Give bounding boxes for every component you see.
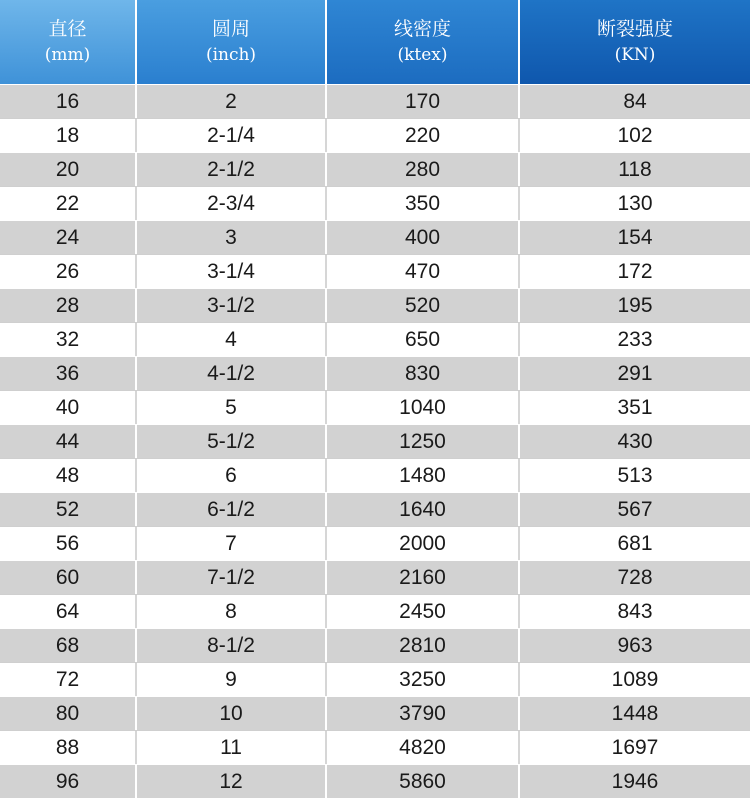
table-cell: 2000	[327, 527, 520, 560]
table-cell: 28	[0, 289, 137, 322]
table-row	[0, 118, 750, 152]
header-unit: (mm)	[44, 45, 91, 65]
table-cell: 80	[0, 697, 137, 730]
spec-table-header	[0, 0, 750, 84]
header-title: 断裂强度	[596, 18, 673, 40]
table-cell: 220	[327, 119, 520, 152]
table-cell: 7	[137, 527, 327, 560]
table-cell: 7-1/2	[137, 561, 327, 594]
table-row	[0, 220, 750, 254]
table-cell: 1089	[611, 667, 659, 691]
table-cell: 102	[617, 123, 653, 147]
table-cell: 26	[0, 255, 137, 288]
table-cell: 3	[137, 221, 327, 254]
table-cell: 400	[327, 221, 520, 254]
table-cell: 2810	[327, 629, 520, 662]
table-cell: 60	[0, 561, 137, 594]
table-row	[0, 628, 750, 662]
header-linear-density	[327, 0, 520, 84]
table-cell: 84	[623, 89, 647, 113]
table-cell: 291	[617, 361, 653, 385]
table-cell: 4820	[327, 731, 520, 764]
table-cell: 2-1/2	[137, 153, 327, 186]
table-cell: 9	[137, 663, 327, 696]
header-unit: (ktex)	[397, 45, 448, 65]
header-breaking-strength	[520, 0, 750, 84]
table-cell: 3-1/2	[137, 289, 327, 322]
table-cell: 1697	[611, 735, 659, 759]
table-cell: 513	[617, 463, 653, 487]
table-row	[0, 84, 750, 118]
table-cell: 681	[617, 531, 653, 555]
table-cell: 728	[617, 565, 653, 589]
table-cell: 1480	[327, 459, 520, 492]
table-cell: 2-3/4	[137, 187, 327, 220]
table-cell: 48	[0, 459, 137, 492]
table-cell: 4-1/2	[137, 357, 327, 390]
table-cell: 5-1/2	[137, 425, 327, 458]
table-cell: 22	[0, 187, 137, 220]
table-row	[0, 594, 750, 628]
table-cell: 68	[0, 629, 137, 662]
table-cell: 430	[617, 429, 653, 453]
table-cell: 351	[617, 395, 653, 419]
table-cell: 3790	[327, 697, 520, 730]
table-cell: 130	[617, 191, 653, 215]
table-cell: 12	[137, 765, 327, 798]
table-row	[0, 152, 750, 186]
table-row	[0, 662, 750, 696]
table-cell: 8-1/2	[137, 629, 327, 662]
header-title: 圆周	[211, 18, 250, 40]
table-row	[0, 356, 750, 390]
table-row	[0, 390, 750, 424]
table-cell: 72	[0, 663, 137, 696]
table-cell: 280	[327, 153, 520, 186]
table-cell: 5	[137, 391, 327, 424]
header-circumference	[137, 0, 327, 84]
table-row	[0, 560, 750, 594]
table-cell: 567	[617, 497, 653, 521]
table-cell: 3250	[327, 663, 520, 696]
table-cell: 56	[0, 527, 137, 560]
table-cell: 52	[0, 493, 137, 526]
table-cell: 24	[0, 221, 137, 254]
table-cell: 2450	[327, 595, 520, 628]
table-cell: 16	[0, 85, 137, 118]
table-cell: 11	[137, 731, 327, 764]
table-cell: 470	[327, 255, 520, 288]
header-title: 直径	[48, 18, 87, 40]
table-cell: 170	[327, 85, 520, 118]
table-cell: 172	[617, 259, 653, 283]
table-cell: 963	[617, 633, 653, 657]
table-row	[0, 764, 750, 798]
table-cell: 1640	[327, 493, 520, 526]
table-cell: 843	[617, 599, 653, 623]
table-cell: 96	[0, 765, 137, 798]
table-cell: 64	[0, 595, 137, 628]
table-cell: 118	[618, 157, 652, 181]
table-row	[0, 186, 750, 220]
table-cell: 88	[0, 731, 137, 764]
table-cell: 1946	[611, 769, 659, 793]
header-unit: (KN)	[614, 45, 656, 65]
table-cell: 195	[617, 293, 653, 317]
table-cell: 20	[0, 153, 137, 186]
table-cell: 10	[137, 697, 327, 730]
table-row	[0, 526, 750, 560]
spec-table-body	[0, 84, 750, 798]
table-cell: 2160	[327, 561, 520, 594]
table-cell: 1040	[327, 391, 520, 424]
table-cell: 8	[137, 595, 327, 628]
table-row	[0, 424, 750, 458]
table-cell: 5860	[327, 765, 520, 798]
table-row	[0, 254, 750, 288]
table-cell: 40	[0, 391, 137, 424]
table-cell: 830	[327, 357, 520, 390]
table-cell: 6-1/2	[137, 493, 327, 526]
table-cell: 2-1/4	[137, 119, 327, 152]
table-cell: 18	[0, 119, 137, 152]
table-row	[0, 730, 750, 764]
table-cell: 4	[137, 323, 327, 356]
table-cell: 154	[617, 225, 653, 249]
header-unit: (inch)	[205, 45, 257, 65]
header-title: 线密度	[393, 18, 451, 40]
table-row	[0, 696, 750, 730]
table-cell: 350	[327, 187, 520, 220]
table-cell: 520	[327, 289, 520, 322]
header-diameter	[0, 0, 137, 84]
table-cell: 3-1/4	[137, 255, 327, 288]
table-row	[0, 288, 750, 322]
table-cell: 233	[617, 327, 653, 351]
table-cell: 1448	[611, 701, 659, 725]
table-cell: 36	[0, 357, 137, 390]
table-row	[0, 492, 750, 526]
table-cell: 32	[0, 323, 137, 356]
table-cell: 650	[327, 323, 520, 356]
table-cell: 6	[137, 459, 327, 492]
table-cell: 2	[137, 85, 327, 118]
table-cell: 44	[0, 425, 137, 458]
table-row	[0, 322, 750, 356]
table-cell: 1250	[327, 425, 520, 458]
table-row	[0, 458, 750, 492]
